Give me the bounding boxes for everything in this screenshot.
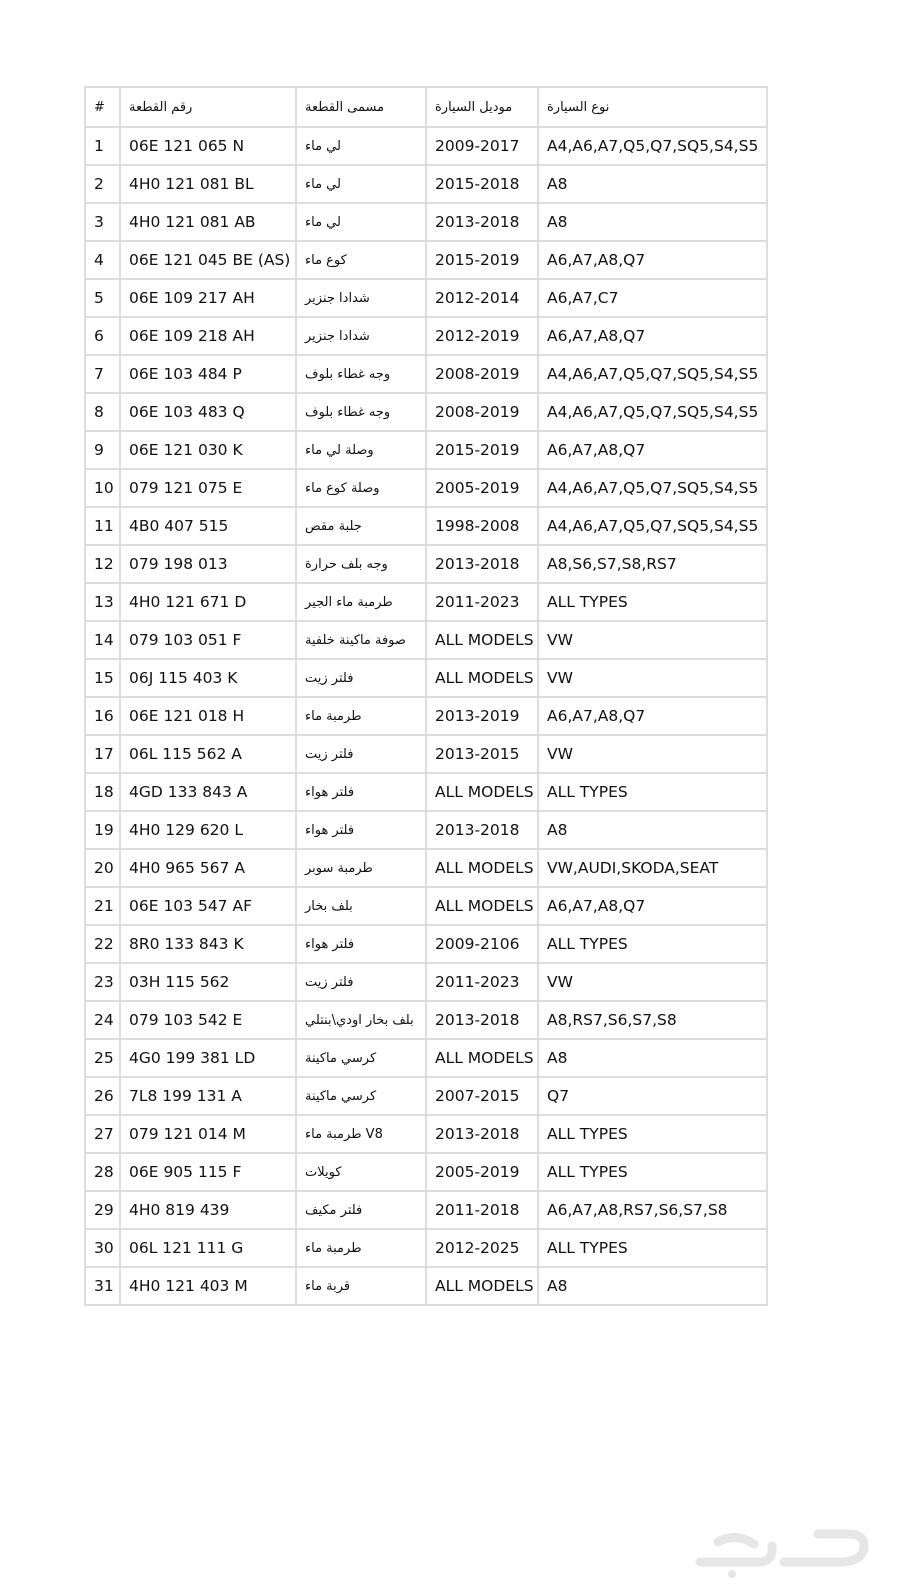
table-row	[85, 887, 767, 925]
part-number: 4H0 121 081 AB	[120, 203, 296, 241]
part-number: 06E 103 547 AF	[120, 887, 296, 925]
table-row	[85, 1077, 767, 1115]
part-number: 06E 121 018 H	[120, 697, 296, 735]
car-type: A8,S6,S7,S8,RS7	[538, 545, 767, 583]
car-type: VW,AUDI,SKODA,SEAT	[538, 849, 767, 887]
part-number: 4H0 121 671 D	[120, 583, 296, 621]
table-row	[85, 127, 767, 165]
table-row	[85, 1191, 767, 1229]
car-type: A4,A6,A7,Q5,Q7,SQ5,S4,S5	[538, 469, 767, 507]
part-name: جلبة مقص	[296, 507, 426, 545]
part-name: كويلات	[296, 1153, 426, 1191]
part-name: كوع ماء	[296, 241, 426, 279]
car-type: A6,A7,A8,Q7	[538, 241, 767, 279]
table-row	[85, 849, 767, 887]
part-name: طرمبة سوبر	[296, 849, 426, 887]
car-model: 1998-2008	[426, 507, 538, 545]
car-model: ALL MODELS	[426, 621, 538, 659]
car-model: 2013-2018	[426, 1115, 538, 1153]
car-model: 2013-2018	[426, 545, 538, 583]
part-name: طرمبة ماء	[296, 697, 426, 735]
car-type: A6,A7,A8,RS7,S6,S7,S8	[538, 1191, 767, 1229]
part-number: 06E 121 045 BE (AS)	[120, 241, 296, 279]
row-number: 28	[85, 1153, 120, 1191]
part-name: طرمبة ماء V8	[296, 1115, 426, 1153]
part-name: طرمبة ماء الجير	[296, 583, 426, 621]
car-model: ALL MODELS	[426, 659, 538, 697]
table-row	[85, 165, 767, 203]
row-number: 15	[85, 659, 120, 697]
table-row	[85, 811, 767, 849]
part-name: وجه بلف حرارة	[296, 545, 426, 583]
car-type: A8	[538, 811, 767, 849]
row-number: 18	[85, 773, 120, 811]
part-name: فلتر هواء	[296, 925, 426, 963]
car-model: ALL MODELS	[426, 887, 538, 925]
row-number: 13	[85, 583, 120, 621]
part-number: 4B0 407 515	[120, 507, 296, 545]
car-model: ALL MODELS	[426, 849, 538, 887]
part-name: كرسي ماكينة	[296, 1039, 426, 1077]
header-row	[85, 87, 767, 127]
row-number: 31	[85, 1267, 120, 1305]
part-number: 06L 121 111 G	[120, 1229, 296, 1267]
car-type: A8	[538, 203, 767, 241]
table-row	[85, 203, 767, 241]
table-row	[85, 963, 767, 1001]
part-number: 079 103 051 F	[120, 621, 296, 659]
part-name: طرمبة ماء	[296, 1229, 426, 1267]
part-number: 06E 103 484 P	[120, 355, 296, 393]
part-name: شدادا جنزير	[296, 317, 426, 355]
table-row	[85, 697, 767, 735]
part-number: 03H 115 562	[120, 963, 296, 1001]
car-type: A4,A6,A7,Q5,Q7,SQ5,S4,S5	[538, 127, 767, 165]
row-number: 12	[85, 545, 120, 583]
car-model: 2005-2019	[426, 1153, 538, 1191]
table-body	[85, 127, 767, 1305]
row-number: 5	[85, 279, 120, 317]
part-number: 4GD 133 843 A	[120, 773, 296, 811]
table-row	[85, 507, 767, 545]
row-number: 29	[85, 1191, 120, 1229]
part-name: لي ماء	[296, 127, 426, 165]
part-number: 4H0 121 403 M	[120, 1267, 296, 1305]
table-row	[85, 431, 767, 469]
car-type: ALL TYPES	[538, 1115, 767, 1153]
part-name: بلف بخار	[296, 887, 426, 925]
row-number: 3	[85, 203, 120, 241]
part-number: 06J 115 403 K	[120, 659, 296, 697]
row-number: 10	[85, 469, 120, 507]
car-model: 2013-2018	[426, 1001, 538, 1039]
car-model: 2005-2019	[426, 469, 538, 507]
car-model: 2011-2018	[426, 1191, 538, 1229]
row-number: 11	[85, 507, 120, 545]
header-car-model: موديل السيارة	[426, 87, 538, 127]
car-model: 2012-2014	[426, 279, 538, 317]
car-model: ALL MODELS	[426, 1267, 538, 1305]
car-type: Q7	[538, 1077, 767, 1115]
car-model: 2012-2025	[426, 1229, 538, 1267]
table-row	[85, 621, 767, 659]
part-name: بلف بخار اودي\بنتلي	[296, 1001, 426, 1039]
row-number: 16	[85, 697, 120, 735]
part-name: فلتر هواء	[296, 773, 426, 811]
car-type: ALL TYPES	[538, 1229, 767, 1267]
part-number: 4H0 121 081 BL	[120, 165, 296, 203]
part-number: 4H0 129 620 L	[120, 811, 296, 849]
table-row	[85, 1153, 767, 1191]
car-type: A4,A6,A7,Q5,Q7,SQ5,S4,S5	[538, 507, 767, 545]
part-name: وصلة كوع ماء	[296, 469, 426, 507]
table-row	[85, 1115, 767, 1153]
car-type: A8	[538, 1267, 767, 1305]
part-number: 4G0 199 381 LD	[120, 1039, 296, 1077]
car-model: 2009-2017	[426, 127, 538, 165]
table-row	[85, 1229, 767, 1267]
header-part-number: رقم القطعة	[120, 87, 296, 127]
part-name: صوفة ماكينة خلفية	[296, 621, 426, 659]
part-number: 079 103 542 E	[120, 1001, 296, 1039]
row-number: 9	[85, 431, 120, 469]
car-type: A8	[538, 1039, 767, 1077]
table-row	[85, 355, 767, 393]
car-type: ALL TYPES	[538, 925, 767, 963]
table-row	[85, 279, 767, 317]
part-number: 06E 121 065 N	[120, 127, 296, 165]
part-number: 06L 115 562 A	[120, 735, 296, 773]
table-header	[85, 87, 767, 127]
row-number: 17	[85, 735, 120, 773]
part-name: قربة ماء	[296, 1267, 426, 1305]
row-number: 30	[85, 1229, 120, 1267]
header-car-type: نوع السيارة	[538, 87, 767, 127]
part-number: 4H0 965 567 A	[120, 849, 296, 887]
car-type: ALL TYPES	[538, 773, 767, 811]
parts-table	[84, 86, 768, 1306]
table-row	[85, 925, 767, 963]
part-name: وجه غطاء بلوف	[296, 393, 426, 431]
row-number: 26	[85, 1077, 120, 1115]
row-number: 22	[85, 925, 120, 963]
car-model: 2013-2018	[426, 203, 538, 241]
table-row	[85, 469, 767, 507]
table-row	[85, 735, 767, 773]
table-row	[85, 1039, 767, 1077]
row-number: 14	[85, 621, 120, 659]
part-number: 079 121 075 E	[120, 469, 296, 507]
table-row	[85, 317, 767, 355]
part-name: فلتر هواء	[296, 811, 426, 849]
part-number: 079 198 013	[120, 545, 296, 583]
car-model: 2008-2019	[426, 355, 538, 393]
part-name: فلتر زيت	[296, 735, 426, 773]
table-row	[85, 393, 767, 431]
car-type: A6,A7,A8,Q7	[538, 697, 767, 735]
car-model: 2015-2019	[426, 431, 538, 469]
car-model: 2011-2023	[426, 963, 538, 1001]
row-number: 25	[85, 1039, 120, 1077]
part-name: فلتر زيت	[296, 963, 426, 1001]
row-number: 23	[85, 963, 120, 1001]
car-type: A4,A6,A7,Q5,Q7,SQ5,S4,S5	[538, 393, 767, 431]
row-number: 19	[85, 811, 120, 849]
row-number: 27	[85, 1115, 120, 1153]
row-number: 21	[85, 887, 120, 925]
car-type: A6,A7,A8,Q7	[538, 317, 767, 355]
table-row	[85, 1267, 767, 1305]
row-number: 2	[85, 165, 120, 203]
car-model: 2015-2019	[426, 241, 538, 279]
part-name: وجه غطاء بلوف	[296, 355, 426, 393]
table-row	[85, 583, 767, 621]
car-model: 2013-2015	[426, 735, 538, 773]
part-name: شدادا جنزير	[296, 279, 426, 317]
car-type: A6,A7,C7	[538, 279, 767, 317]
car-type: A8	[538, 165, 767, 203]
car-type: ALL TYPES	[538, 583, 767, 621]
car-type: VW	[538, 659, 767, 697]
car-type: A8,RS7,S6,S7,S8	[538, 1001, 767, 1039]
row-number: 4	[85, 241, 120, 279]
part-name: وصلة لي ماء	[296, 431, 426, 469]
car-model: 2012-2019	[426, 317, 538, 355]
car-model: 2007-2015	[426, 1077, 538, 1115]
part-number: 06E 103 483 Q	[120, 393, 296, 431]
table-row	[85, 773, 767, 811]
row-number: 7	[85, 355, 120, 393]
car-type: VW	[538, 735, 767, 773]
car-model: 2011-2023	[426, 583, 538, 621]
part-name: كرسي ماكينة	[296, 1077, 426, 1115]
row-number: 8	[85, 393, 120, 431]
row-number: 6	[85, 317, 120, 355]
car-model: ALL MODELS	[426, 1039, 538, 1077]
header-part-name: مسمى القطعة	[296, 87, 426, 127]
part-name: لي ماء	[296, 203, 426, 241]
car-type: A6,A7,A8,Q7	[538, 887, 767, 925]
row-number: 20	[85, 849, 120, 887]
car-model: 2013-2019	[426, 697, 538, 735]
part-number: 7L8 199 131 A	[120, 1077, 296, 1115]
row-number: 24	[85, 1001, 120, 1039]
car-type: VW	[538, 963, 767, 1001]
header-number: #	[85, 87, 120, 127]
car-model: 2015-2018	[426, 165, 538, 203]
table-row	[85, 659, 767, 697]
part-number: 8R0 133 843 K	[120, 925, 296, 963]
table-row	[85, 1001, 767, 1039]
car-type: VW	[538, 621, 767, 659]
haraj-watermark-logo	[688, 1522, 878, 1582]
part-number: 06E 109 218 AH	[120, 317, 296, 355]
part-number: 4H0 819 439	[120, 1191, 296, 1229]
car-model: 2009-2106	[426, 925, 538, 963]
car-model: 2013-2018	[426, 811, 538, 849]
table-row	[85, 545, 767, 583]
part-name: فلتر مكيف	[296, 1191, 426, 1229]
part-number: 06E 109 217 AH	[120, 279, 296, 317]
part-name: لي ماء	[296, 165, 426, 203]
car-type: A6,A7,A8,Q7	[538, 431, 767, 469]
row-number: 1	[85, 127, 120, 165]
part-number: 06E 905 115 F	[120, 1153, 296, 1191]
part-number: 06E 121 030 K	[120, 431, 296, 469]
part-number: 079 121 014 M	[120, 1115, 296, 1153]
car-model: ALL MODELS	[426, 773, 538, 811]
part-name: فلتر زيت	[296, 659, 426, 697]
table-row	[85, 241, 767, 279]
car-model: 2008-2019	[426, 393, 538, 431]
car-type: A4,A6,A7,Q5,Q7,SQ5,S4,S5	[538, 355, 767, 393]
car-type: ALL TYPES	[538, 1153, 767, 1191]
